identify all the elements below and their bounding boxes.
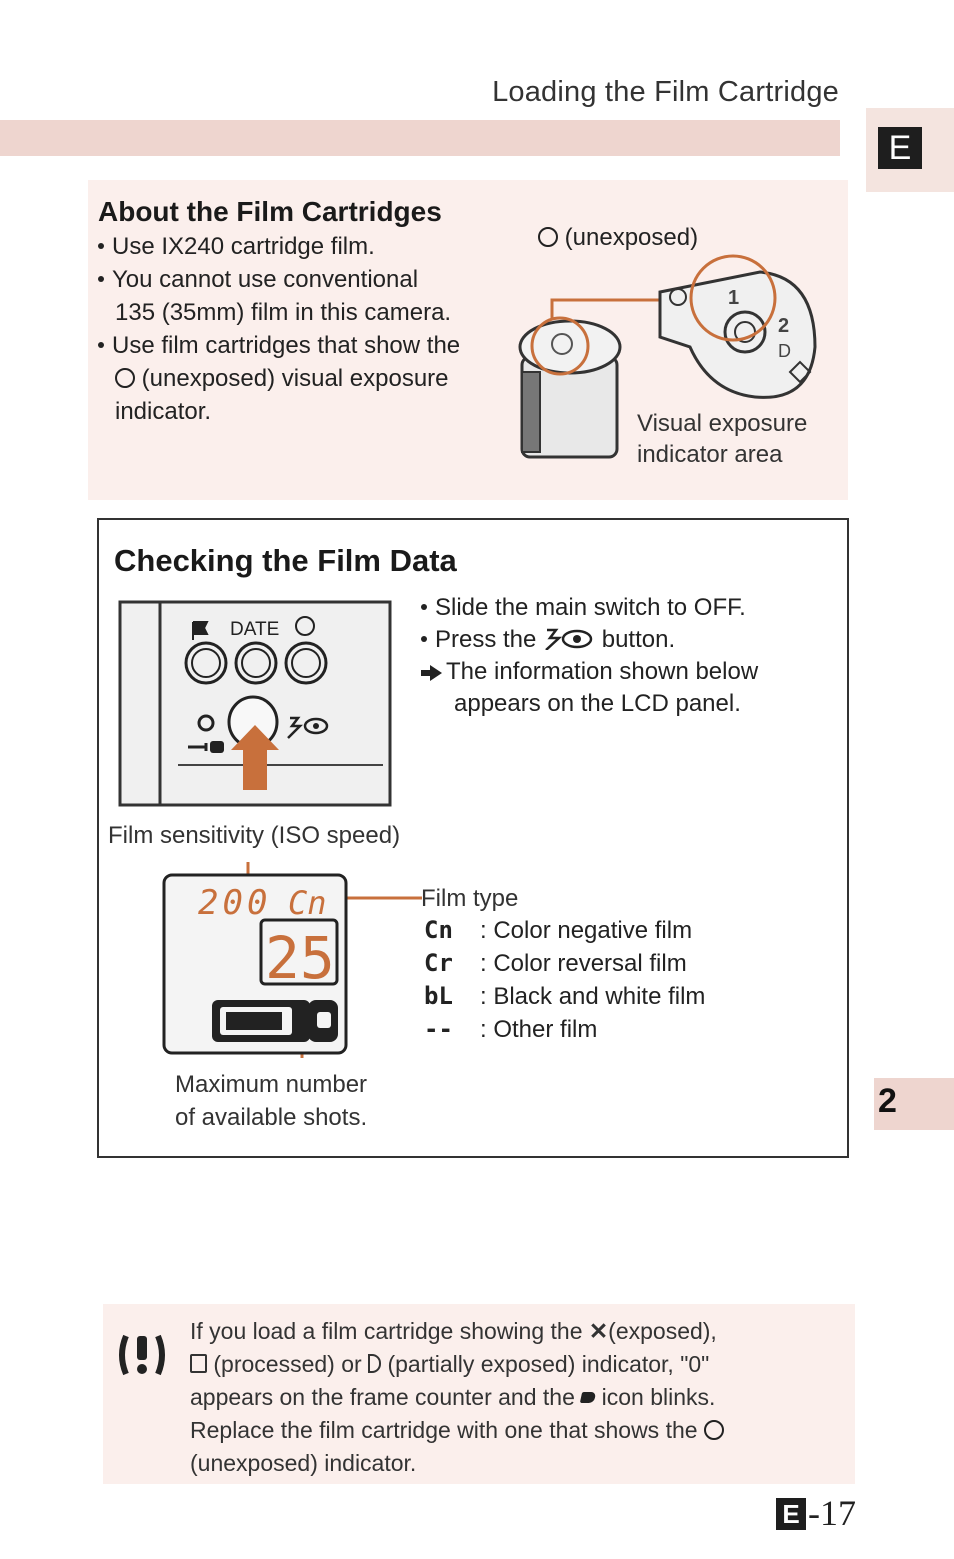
- unexposed-callout: (unexposed): [538, 224, 698, 252]
- header-accent-band: [0, 120, 840, 156]
- flash-redeye-button-icon: [543, 628, 595, 650]
- about-title: About the Film Cartridges: [98, 196, 442, 227]
- max-shots-label: Maximum number of available shots.: [175, 1071, 368, 1131]
- caution-icon: [118, 1332, 166, 1378]
- step-3: The information shown below appears on the LCD panel.: [421, 656, 758, 720]
- step-2: Press the button.: [421, 624, 675, 656]
- about-bullet-2: You cannot use conventional 135 (35mm) film in this camera.: [98, 263, 451, 329]
- film-type-row: -- : Other film: [424, 1015, 598, 1043]
- chapter-tab: 2: [878, 1082, 897, 1120]
- processed-icon: [190, 1354, 207, 1373]
- step-1: Slide the main switch to OFF.: [421, 592, 746, 624]
- camera-button-panel-illustration: [118, 600, 393, 810]
- film-type-label: Film type: [421, 885, 519, 912]
- lcd-iso-value: 200: [198, 883, 272, 923]
- warning-text: If you load a film cartridge showing the ✕(exposed), (processed) or (partially exposed) indicator, "0" appears on the frame counter and the icon blinks. Replace the film cartridge with one that shows the (unexposed) indicator.: [190, 1315, 830, 1480]
- lcd-panel-illustration: [160, 858, 430, 1058]
- unexposed-icon: [538, 227, 558, 247]
- date-label: DATE: [230, 619, 280, 640]
- visual-indicator-label: Visual exposure indicator area: [637, 410, 808, 468]
- about-bullet-1: Use IX240 cartridge film.: [98, 230, 375, 263]
- film-type-row: Cn : Color negative film: [424, 916, 693, 944]
- lcd-shots-remaining: 25: [265, 924, 335, 992]
- film-type-list: [424, 916, 705, 1048]
- result-arrow-icon: [430, 665, 442, 681]
- unexposed-icon: [704, 1420, 724, 1440]
- checking-title: Checking the Film Data: [114, 543, 457, 578]
- unexposed-icon: [115, 368, 135, 388]
- exposed-icon: ✕: [588, 1318, 609, 1344]
- film-icon: [580, 1392, 596, 1403]
- dial-mark-1: 1: [728, 287, 740, 309]
- about-bullet-3: Use film cartridges that show the (unexposed) visual exposure indicator.: [98, 329, 460, 428]
- language-tab: E: [878, 127, 922, 169]
- page-number: E -17: [776, 1492, 856, 1534]
- page-header-title: Loading the Film Cartridge: [492, 76, 839, 108]
- film-type-row: bL : Black and white film: [424, 982, 706, 1010]
- dial-mark-d: D: [778, 341, 791, 361]
- partially-exposed-icon: [368, 1354, 381, 1373]
- lcd-film-type: Cn: [288, 884, 327, 922]
- dial-mark-2: 2: [778, 315, 790, 337]
- film-type-row: Cr : Color reversal film: [424, 949, 687, 977]
- iso-speed-label: Film sensitivity (ISO speed): [108, 822, 401, 849]
